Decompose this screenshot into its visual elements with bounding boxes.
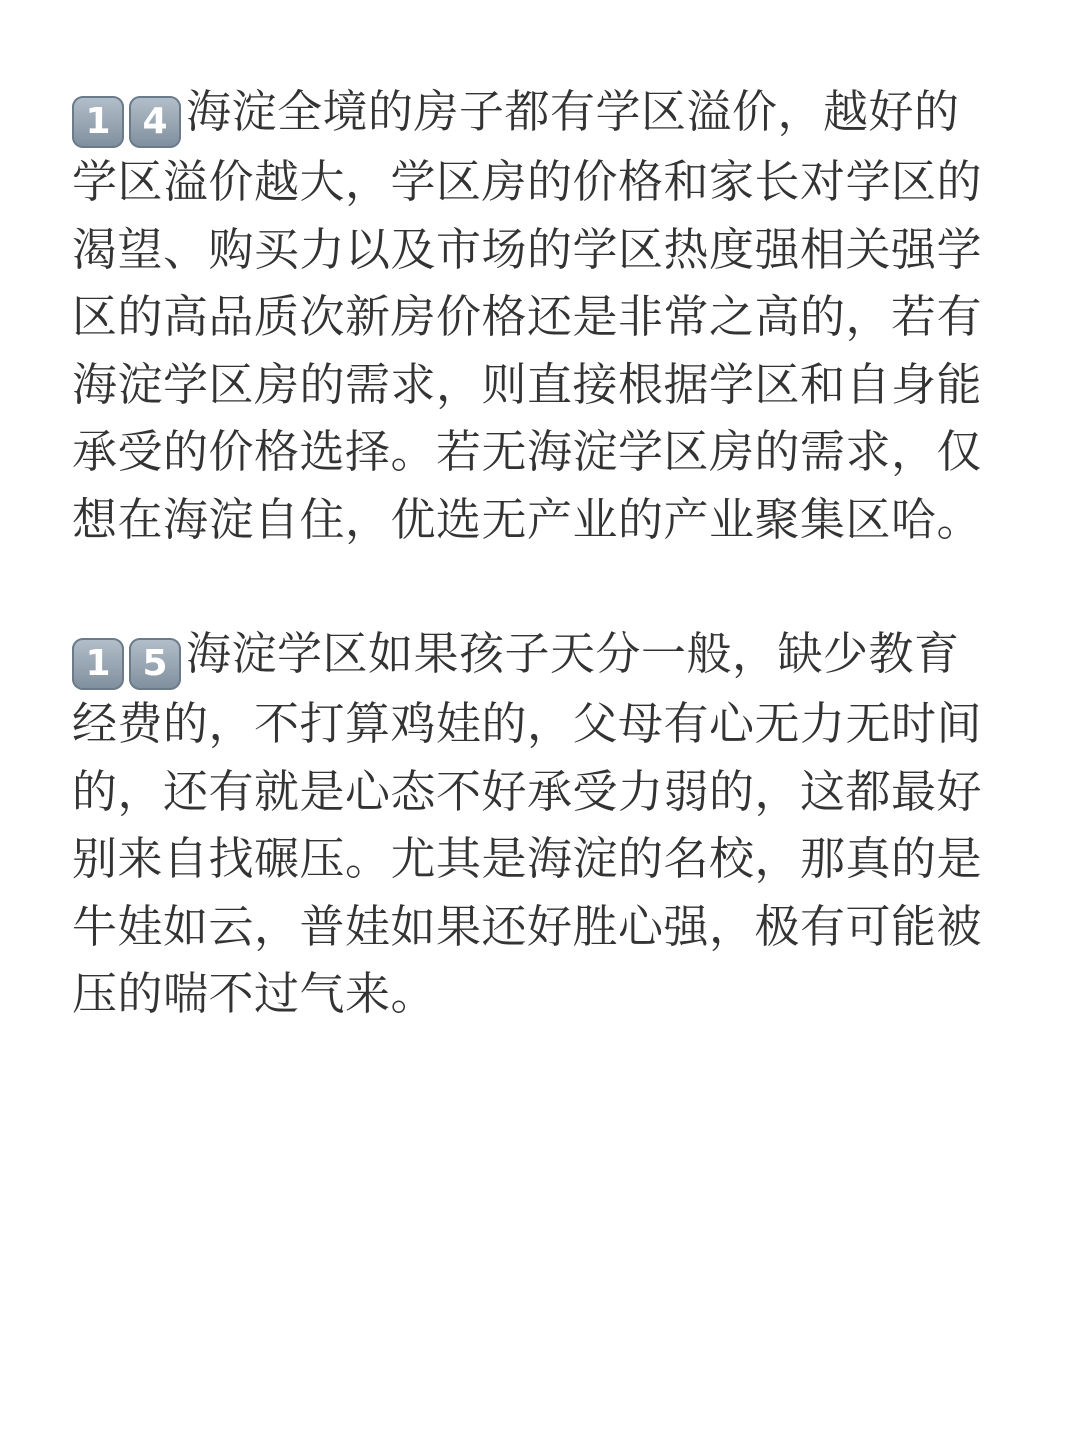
paragraph-14 bbox=[72, 78, 984, 553]
paragraph-text: 海淀全境的房子都有学区溢价，越好的学区溢价越大，学区房的价格和家长对学区的渴望、购买力以及市场的学区热度强相关强学区的高品质次新房价格还是非常之高的，若有海淀学区房的需求，则直接根据学区和自身能承受的价格选择。若无海淀学区房的需求，仅想在海淀自住，优选无产业的产业聚集区哈。 bbox=[72, 85, 983, 546]
keycap-digit-badge: 1 bbox=[72, 96, 124, 148]
paragraph-15 bbox=[72, 620, 984, 1028]
keycap-digit-badge: 4 bbox=[129, 96, 181, 148]
article bbox=[72, 78, 984, 1028]
keycap-digit-badge: 5 bbox=[129, 638, 181, 690]
paragraph-text: 海淀学区如果孩子天分一般，缺少教育经费的，不打算鸡娃的，父母有心无力无时间的，还有就是心态不好承受力弱的，这都最好别来自找碾压。尤其是海淀的名校，那真的是牛娃如云，普娃如果还好胜心强，极有可能被压的喘不过气来。 bbox=[72, 627, 983, 1020]
keycap-digit-badge: 1 bbox=[72, 638, 124, 690]
